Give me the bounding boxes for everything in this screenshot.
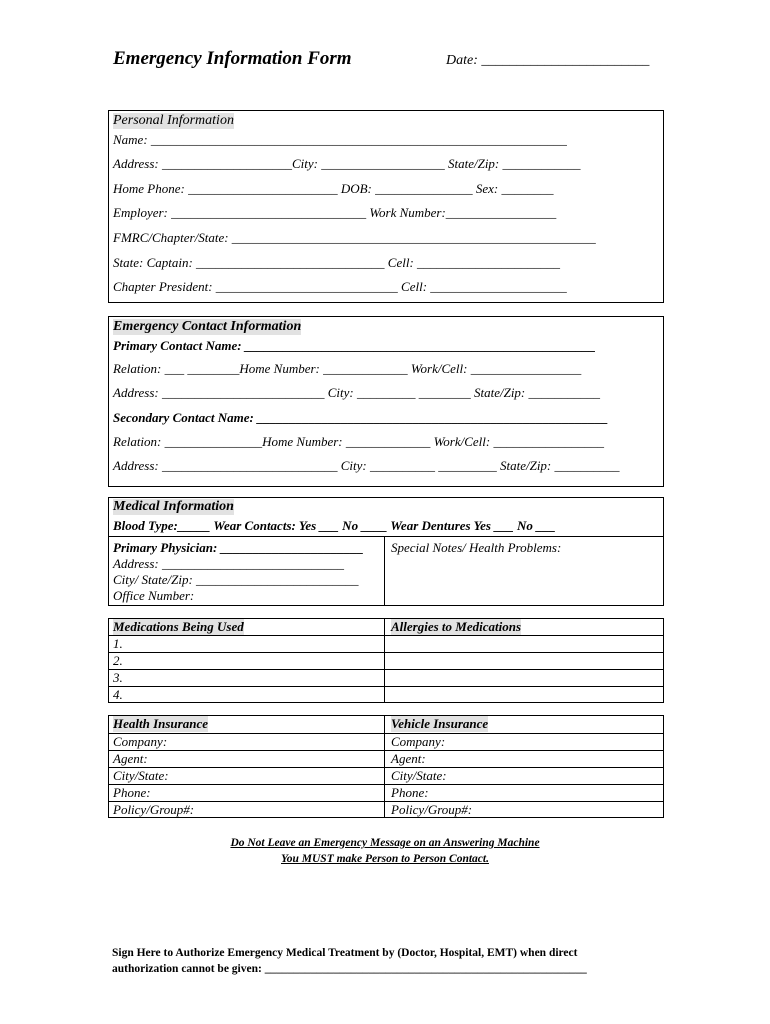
health-citystate-field[interactable]: City/State: (113, 768, 169, 783)
vehicle-citystate-field[interactable]: City/State: (391, 768, 447, 783)
health-phone-field[interactable]: Phone: (113, 785, 151, 800)
allergies-heading: Allergies to Medications (391, 619, 521, 634)
medication-item-4[interactable]: 4. (113, 687, 123, 702)
address-field[interactable]: Address: ____________________City: ___________________ State/Zip: ____________ (113, 156, 581, 171)
insurance-row-line (108, 733, 664, 734)
primary-contact-field[interactable]: Primary Contact Name: ______________________________________________________ (113, 338, 596, 353)
insurance-row-line (108, 784, 664, 785)
notice-line-2: You MUST make Person to Person Contact. (281, 853, 489, 865)
insurance-row-line (108, 767, 664, 768)
meds-row-line-3 (108, 669, 664, 670)
meds-row-line-4 (108, 686, 664, 687)
captain-field[interactable]: State: Captain: _____________________________ Cell: ______________________ (113, 255, 561, 270)
meds-row-line-2 (108, 652, 664, 653)
vehicle-insurance-heading: Vehicle Insurance (391, 716, 489, 731)
secondary-address-field[interactable]: Address: ___________________________ City: __________ _________ State/Zip: __________ (113, 458, 620, 473)
signature-line[interactable]: authorization cannot be given: ________________________________________________________ (112, 963, 587, 975)
special-notes-field[interactable]: Special Notes/ Health Problems: (391, 540, 562, 555)
employer-field[interactable]: Employer: ______________________________ Work Number:_________________ (113, 205, 557, 220)
vehicle-phone-field[interactable]: Phone: (391, 785, 429, 800)
medical-divider (108, 536, 664, 537)
meds-column-divider (384, 618, 385, 703)
primary-address-field[interactable]: Address: _________________________ City: _________ ________ State/Zip: ___________ (113, 385, 601, 400)
medical-info-heading: Medical Information (113, 499, 234, 514)
vehicle-policy-field[interactable]: Policy/Group#: (391, 802, 473, 817)
physician-address-field[interactable]: Address: ____________________________ (113, 556, 344, 571)
health-insurance-heading: Health Insurance (113, 716, 208, 731)
date-field[interactable]: Date: ________________________ (446, 53, 650, 68)
medical-column-divider (384, 536, 385, 606)
physician-cityzip-field[interactable]: City/ State/Zip: _________________________ (113, 572, 359, 587)
office-number-field[interactable]: Office Number: (113, 588, 195, 603)
medication-item-1[interactable]: 1. (113, 636, 123, 651)
medication-item-3[interactable]: 3. (113, 670, 123, 685)
medication-item-2[interactable]: 2. (113, 653, 123, 668)
home-phone-field[interactable]: Home Phone: _______________________ DOB: _______________ Sex: ________ (113, 181, 554, 196)
form-title: Emergency Information Form (113, 48, 352, 69)
health-policy-field[interactable]: Policy/Group#: (113, 802, 195, 817)
secondary-contact-field[interactable]: Secondary Contact Name: ______________________________________________________ (113, 410, 609, 425)
notice-line-1: Do Not Leave an Emergency Message on an Answering Machine (230, 837, 540, 849)
meds-row-line-1 (108, 635, 664, 636)
secondary-relation-field[interactable]: Relation: _______________Home Number: _____________ Work/Cell: _________________ (113, 434, 604, 449)
fmrc-field[interactable]: FMRC/Chapter/State: ________________________________________________________ (113, 230, 596, 245)
emergency-contact-heading: Emergency Contact Information (113, 319, 302, 334)
medications-heading: Medications Being Used (113, 619, 244, 634)
signature-instruction: Sign Here to Authorize Emergency Medical Treatment by (Doctor, Hospital, EMT) when direct (112, 947, 578, 959)
name-field[interactable]: Name: ________________________________________________________________ (113, 132, 567, 147)
primary-physician-field[interactable]: Primary Physician: ______________________ (113, 540, 364, 555)
blood-type-line[interactable]: Blood Type:_____ Wear Contacts: Yes ___ No ____ Wear Dentures Yes ___ No ___ (113, 518, 556, 533)
primary-relation-field[interactable]: Relation: ___ ________Home Number: _____________ Work/Cell: _________________ (113, 361, 582, 376)
personal-info-heading: Personal Information (113, 113, 234, 128)
chapter-president-field[interactable]: Chapter President: ____________________________ Cell: _____________________ (113, 279, 567, 294)
health-company-field[interactable]: Company: (113, 734, 168, 749)
health-agent-field[interactable]: Agent: (113, 751, 148, 766)
vehicle-agent-field[interactable]: Agent: (391, 751, 426, 766)
insurance-row-line (108, 750, 664, 751)
vehicle-company-field[interactable]: Company: (391, 734, 446, 749)
